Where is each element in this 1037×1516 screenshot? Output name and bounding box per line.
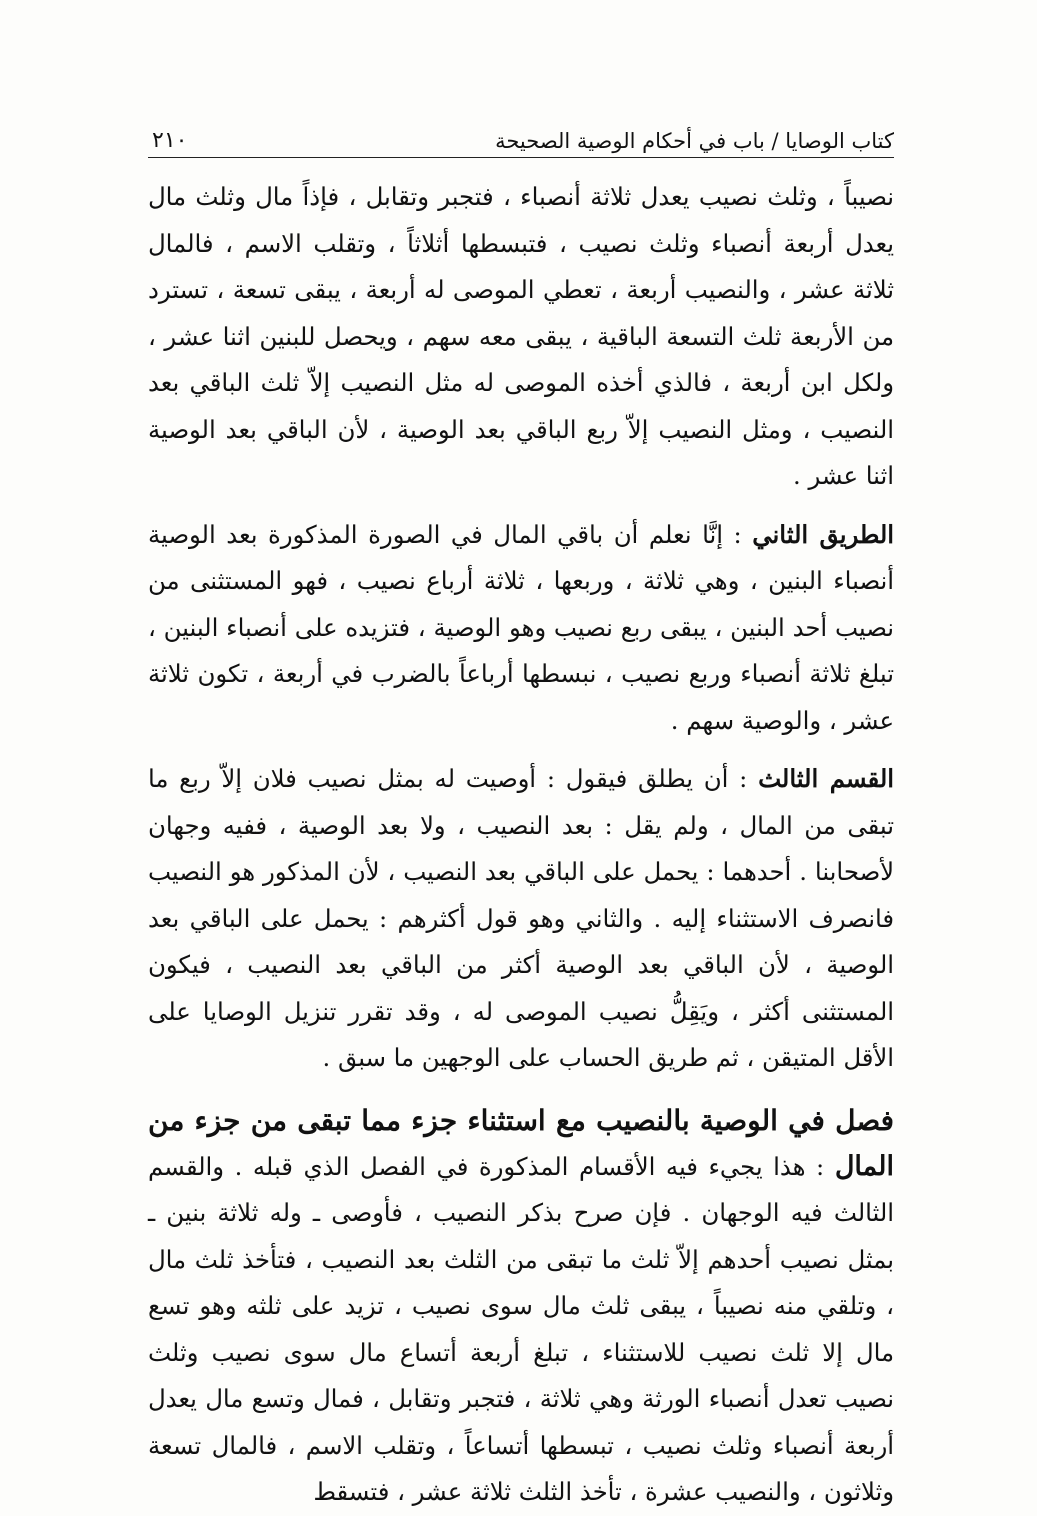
paragraph-2-text: : إنَّا نعلم أن باقي المال في الصورة المذكورة بعد الوصية أنصباء البنين ، وهي ثلاثة ، وربعها ، ثلاثة أرباع نصيب ، فهو المستثنى من نصيب أحد البنين ، يبقى ربع نصيب وهو الوصية ، فتزيده على أنصباء البنين ، تبلغ ثلاثة أنصباء وربع نصيب ، نبسطها أرباعاً بالضرب في أربعة ، تكون ثلاثة عشر ، والوصية سهم . <box>148 519 894 735</box>
paragraph-3 <box>148 756 894 1082</box>
page-number: ٢١٠ <box>152 128 188 153</box>
paragraph-3-lead: القسم الثالث <box>758 764 895 793</box>
book-page <box>148 0 895 1506</box>
paragraph-3-text: : أن يطلق فيقول : أوصيت له بمثل نصيب فلان إلاّ ربع ما تبقى من المال ، ولم يقل : بعد النصيب ، ولا بعد الوصية ، ففيه وجهان لأصحابنا . أحدهما : يحمل على الباقي بعد النصيب ، لأن المذكور هو النصيب فانصرف الاستثناء إليه . والثاني وهو قول أكثرهم : يحمل على الباقي بعد الوصية ، لأن الباقي بعد الوصية أكثر من الباقي بعد النصيب ، فيكون المستثنى أكثر ، ويَقِلُّ نصيب الموصى له ، وقد تقرر تنزيل الوصايا على الأقل المتيقن ، ثم طريق الحساب على الوجهين ما سبق . <box>148 764 894 1072</box>
section-paragraph <box>148 1144 894 1516</box>
section-text: : هذا يجيء فيه الأقسام المذكورة في الفصل الذي قبله . والقسم الثالث فيه الوجهان . فإن صرح بذكر النصيب ، فأوصى ـ وله ثلاثة بنين ـ بمثل نصيب أحدهم إلاّ ثلث ما تبقى من الثلث بعد النصيب ، فتأخذ ثلث مال ، وتلقي منه نصيباً ، يبقى ثلث مال سوى نصيب ، تزيد على ثلثه وهو تسع مال إلا ثلث نصيب للاستثناء ، تبلغ أربعة أتساع مال سوى نصيب وثلث نصيب تعدل أنصباء الورثة وهي ثلاثة ، فتجبر وتقابل ، فمال وتسع مال يعدل أربعة أنصباء وثلث نصيب ، تبسطها أتساعاً ، وتقلب الاسم ، فالمال تسعة وثلاثون ، والنصيب عشرة ، تأخذ الثلث ثلاثة عشر ، فتسقط <box>148 1151 894 1506</box>
page-body <box>148 174 894 1516</box>
section-heading: فصل في الوصية بالنصيب مع استثناء جزء مما تبقى من جزء من <box>148 1103 894 1137</box>
paragraph-2-lead: الطريق الثاني <box>752 519 894 549</box>
section-lead: المال <box>834 1150 894 1182</box>
paragraph-1-text: نصيباً ، وثلث نصيب يعدل ثلاثة أنصباء ، فتجبر وتقابل ، فإذاً مال وثلث مال يعدل أربعة أنصباء وثلث نصيب ، فتبسطها أثلاثاً ، وتقلب الاسم ، فالمال ثلاثة عشر ، والنصيب أربعة ، تعطي الموصى له أربعة ، يبقى تسعة ، تسترد من الأربعة ثلث التسعة الباقية ، يبقى معه سهم ، ويحصل للبنين اثنا عشر ، ولكل ابن أربعة ، فالذي أخذه الموصى له مثل النصيب إلاّ ثلث الباقي بعد النصيب ، ومثل النصيب إلاّ ربع الباقي بعد الوصية ، لأن الباقي بعد الوصية اثنا عشر . <box>148 182 894 490</box>
paragraph-1 <box>148 174 894 500</box>
running-header <box>148 122 894 158</box>
running-title: كتاب الوصايا / باب في أحكام الوصية الصحيحة <box>495 129 894 153</box>
paragraph-2 <box>148 512 894 745</box>
